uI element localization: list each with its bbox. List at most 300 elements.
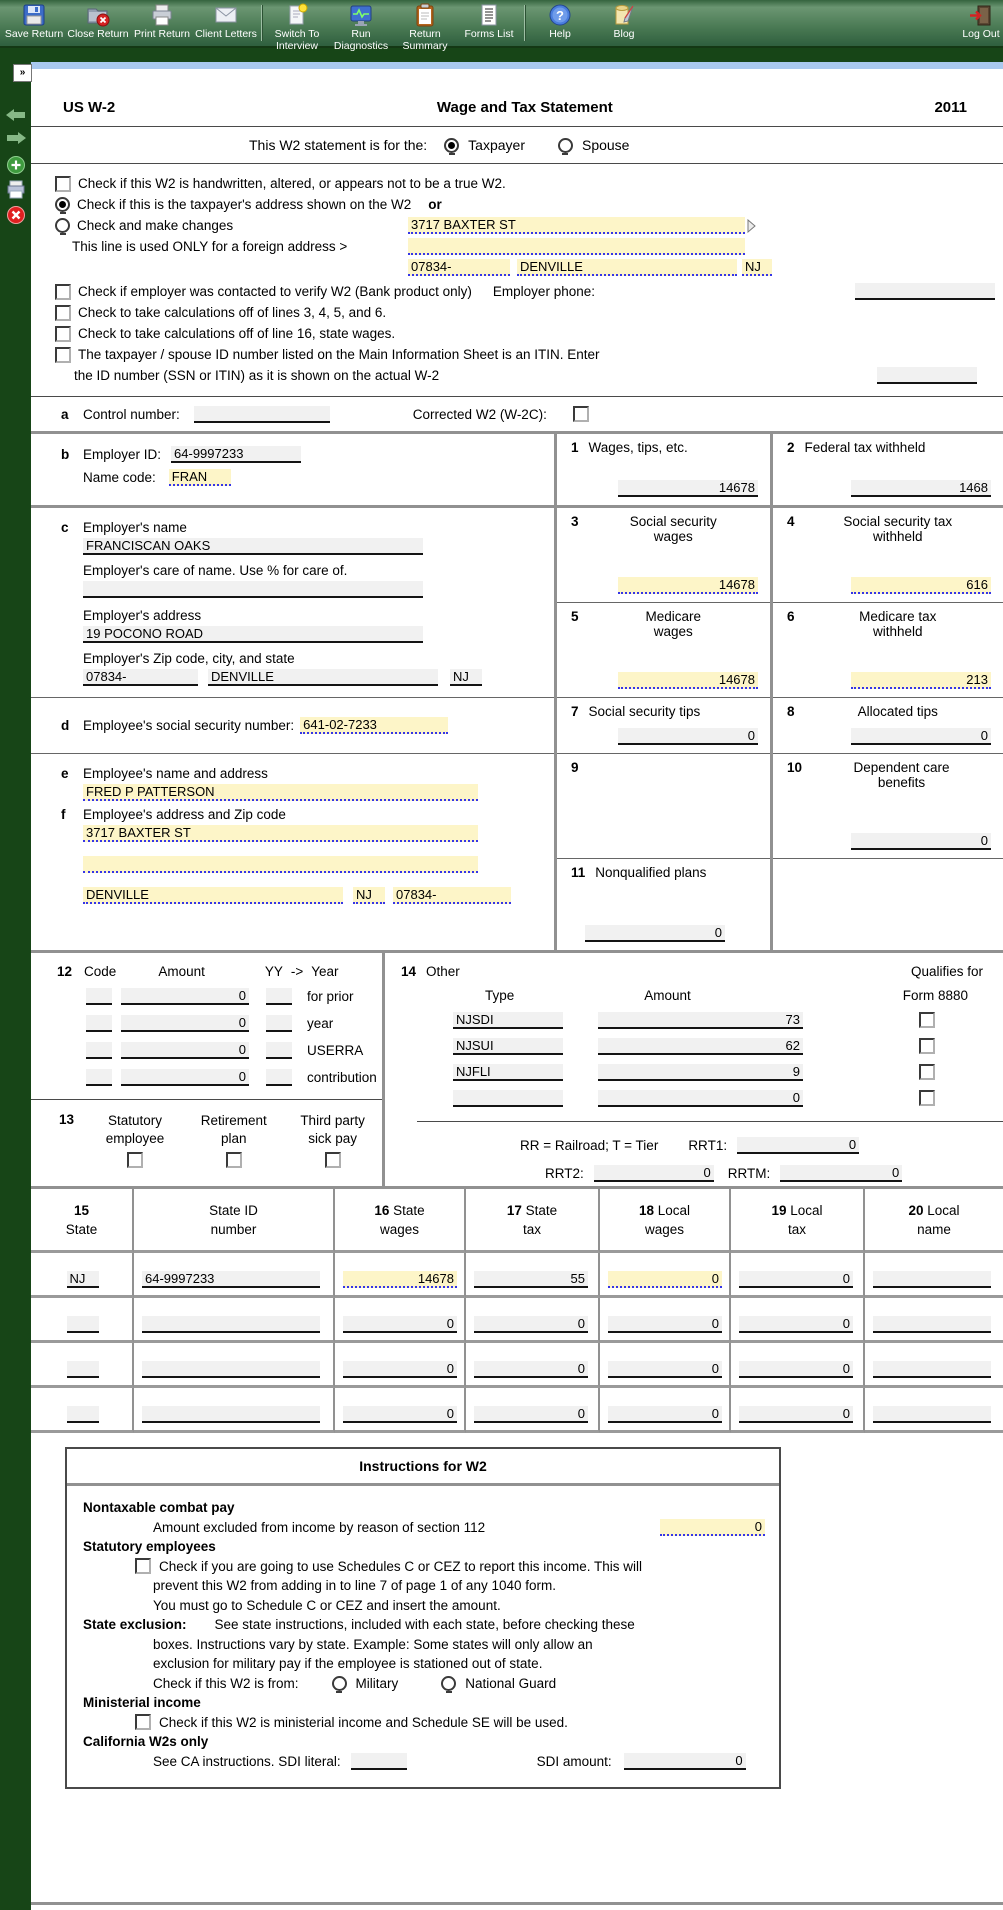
other-type-input-3[interactable]: NJFLI xyxy=(453,1064,563,1081)
box-12-yy-input-4[interactable] xyxy=(266,1069,292,1086)
box-12-number: 12 xyxy=(57,963,73,979)
address-shown-radio[interactable] xyxy=(55,197,70,212)
box-14-row-4 xyxy=(385,1085,1003,1111)
question-icon xyxy=(547,3,573,27)
city-state-zip-row xyxy=(31,257,1003,278)
state-exclusion-line1: See state instructions, included with each state, before checking these xyxy=(214,1617,635,1632)
local-tax-input-3[interactable]: 0 xyxy=(739,1361,853,1378)
sdi-literal-input[interactable] xyxy=(351,1753,407,1770)
control-number-input[interactable] xyxy=(194,406,330,423)
statutory-label-2: employee xyxy=(105,1130,165,1146)
expand-sidebar-button[interactable]: » xyxy=(13,64,32,82)
employee-name-input[interactable]: FRED P PATTERSON xyxy=(83,784,478,801)
employee-city-input[interactable]: DENVILLE xyxy=(83,887,343,904)
statutory-label-1: Statutory xyxy=(107,1113,162,1128)
rrt1-input[interactable]: 0 xyxy=(737,1137,859,1154)
address-shown-row xyxy=(31,194,1003,215)
schedule-c-checkbox[interactable] xyxy=(135,1558,151,1574)
box-f-letter: f xyxy=(61,807,66,822)
box-12-header xyxy=(31,959,382,983)
retirement-label-1: Retirement xyxy=(200,1113,267,1128)
box-c-letter: c xyxy=(61,520,69,535)
calc-off-16-checkbox[interactable] xyxy=(55,326,71,342)
itin-label-line1: The taxpayer / spouse ID number listed on the Main Information Sheet is an ITIN. Enter xyxy=(78,347,600,362)
employer-zip-input[interactable]: 07834- xyxy=(83,669,198,686)
other-type-input-2[interactable]: NJSUI xyxy=(453,1038,563,1055)
employer-name-label: Employer's name xyxy=(83,520,187,535)
box-12-code-input-2[interactable] xyxy=(86,1015,112,1032)
calc-off-3456-checkbox[interactable] xyxy=(55,305,71,321)
other-amount-input-4[interactable]: 0 xyxy=(598,1090,803,1107)
box-14-pane xyxy=(385,953,1003,1186)
calc-off-3456-row xyxy=(31,302,1003,323)
col-16-label-2: wages xyxy=(379,1221,420,1237)
sdi-amount-input[interactable]: 0 xyxy=(624,1753,746,1770)
header-state-tax xyxy=(466,1189,600,1253)
california-heading: California W2s only xyxy=(83,1734,209,1749)
rrt2-input[interactable]: 0 xyxy=(594,1165,714,1182)
col-19-label-2: tax xyxy=(787,1221,806,1237)
box-12-row-4 xyxy=(31,1064,382,1091)
local-name-input-2[interactable] xyxy=(873,1316,991,1333)
blog-label: Blog xyxy=(613,28,635,40)
forms-list-button[interactable] xyxy=(457,0,521,46)
run-diagnostics-button[interactable] xyxy=(329,0,393,53)
form-8880-checkbox-1[interactable] xyxy=(919,1012,935,1028)
print-page-icon[interactable] xyxy=(6,180,26,204)
combat-pay-row xyxy=(67,1518,765,1538)
care-of-input[interactable] xyxy=(83,581,423,598)
box-12-code-input-1[interactable] xyxy=(86,988,112,1005)
itin-id-input[interactable] xyxy=(877,367,977,384)
foreign-address-label: This line is used ONLY for a foreign address > xyxy=(72,239,348,254)
state-exclusion-line2: boxes. Instructions vary by state. Example: Some states will only allow an xyxy=(153,1636,593,1652)
box-12-yy-input-3[interactable] xyxy=(266,1042,292,1059)
local-name-input-3[interactable] xyxy=(873,1361,991,1378)
back-arrow-icon[interactable] xyxy=(6,108,26,127)
employer-city-input[interactable]: DENVILLE xyxy=(208,669,438,686)
form-title: Wage and Tax Statement xyxy=(436,99,613,116)
state-id-input-3[interactable] xyxy=(142,1361,320,1378)
state-tax-input-2[interactable]: 0 xyxy=(474,1316,588,1333)
state-input-3[interactable] xyxy=(67,1361,99,1378)
form-8880-checkbox-4[interactable] xyxy=(919,1090,935,1106)
state-row-2-local-wages xyxy=(600,1298,731,1343)
employee-ssn-label: Employee's social security number: xyxy=(83,718,295,733)
state-wages-input-2[interactable]: 0 xyxy=(343,1316,457,1333)
col-18-label-1: Local xyxy=(657,1202,691,1218)
header-state xyxy=(31,1189,134,1253)
employee-address-input[interactable]: 3717 BAXTER ST xyxy=(83,825,478,842)
help-button[interactable] xyxy=(528,0,592,46)
box-7 xyxy=(557,698,770,754)
save-return-button[interactable] xyxy=(2,0,66,46)
state-row-3-local-wages xyxy=(600,1343,731,1388)
other-type-input-1[interactable]: NJSDI xyxy=(453,1012,563,1029)
box-2-value[interactable]: 1468 xyxy=(851,480,991,497)
california-row xyxy=(67,1752,765,1772)
amount-header: Amount xyxy=(644,987,691,1003)
col-17-label-2: tax xyxy=(522,1221,541,1237)
local-name-input-4[interactable] xyxy=(873,1406,991,1423)
box-5-number: 5 xyxy=(571,609,579,624)
state-row-2-state xyxy=(31,1298,134,1343)
ministerial-row xyxy=(67,1713,765,1733)
third-party-label-1: Third party xyxy=(300,1113,365,1128)
forward-arrow-icon[interactable] xyxy=(6,131,26,150)
col-19-label-1: Local xyxy=(790,1202,823,1218)
state-wages-input-3[interactable]: 0 xyxy=(343,1361,457,1378)
box-6-value[interactable]: 213 xyxy=(851,672,991,689)
local-wages-input-1[interactable]: 0 xyxy=(608,1271,722,1288)
run-diagnostics-label: Run Diagnostics xyxy=(333,28,389,53)
state-row-3-wages xyxy=(335,1343,466,1388)
print-return-button[interactable] xyxy=(130,0,194,46)
make-changes-radio[interactable] xyxy=(55,218,70,233)
box-13-section xyxy=(31,1100,382,1168)
state-wages-input-1[interactable]: 14678 xyxy=(343,1271,457,1288)
close-return-label: Close Return xyxy=(67,28,129,40)
page-top-strip xyxy=(31,62,1003,69)
state-row-4-local-wages xyxy=(600,1388,731,1433)
col-15-label: State xyxy=(65,1221,98,1237)
foreign-address-input[interactable] xyxy=(408,238,745,255)
return-summary-button[interactable] xyxy=(393,0,457,53)
control-number-row xyxy=(31,397,1003,431)
divider xyxy=(417,1121,1003,1122)
corrected-w2-checkbox[interactable] xyxy=(573,406,589,422)
box-1 xyxy=(557,434,770,508)
state-row-3-local-name xyxy=(865,1343,1003,1388)
box-7-label: Social security tips xyxy=(588,704,701,719)
box-8-value[interactable]: 0 xyxy=(851,728,991,745)
box-12-yy-input-2[interactable] xyxy=(266,1015,292,1032)
railroad-note: RR = Railroad; T = Tier xyxy=(520,1137,659,1153)
employee-name-label: Employee's name and address xyxy=(83,766,268,781)
state-row-1-local-wages xyxy=(600,1253,731,1298)
employer-id-input[interactable]: 64-9997233 xyxy=(171,446,301,463)
box-1-label: Wages, tips, etc. xyxy=(588,440,688,455)
box-7-value[interactable]: 0 xyxy=(618,728,758,745)
employee-zip-input[interactable]: 07834- xyxy=(393,887,511,904)
railroad-row-1 xyxy=(385,1130,1003,1160)
name-code-label: Name code: xyxy=(83,470,156,485)
box-a-letter: a xyxy=(61,406,69,422)
rrtm-input[interactable]: 0 xyxy=(780,1165,902,1182)
other-amount-input-3[interactable]: 9 xyxy=(598,1064,803,1081)
form-8880-checkbox-2[interactable] xyxy=(919,1038,935,1054)
box-10 xyxy=(773,754,1003,859)
other-type-input-4[interactable] xyxy=(453,1090,563,1107)
state-exclusion-line3: exclusion for military pay if the employee is stationed out of state. xyxy=(153,1656,543,1671)
type-header: Type xyxy=(485,987,515,1003)
name-code-input[interactable]: FRAN xyxy=(169,469,231,486)
box-11-value[interactable]: 0 xyxy=(585,925,725,942)
statement-for-row xyxy=(31,127,1003,163)
field-flag-icon xyxy=(747,219,757,233)
control-number-label: Control number: xyxy=(83,406,180,422)
col-20-number: 20 xyxy=(908,1202,924,1218)
state-row-1-id xyxy=(134,1253,335,1298)
col-19-number: 19 xyxy=(771,1202,787,1218)
local-wages-input-2[interactable]: 0 xyxy=(608,1316,722,1333)
client-letters-button[interactable] xyxy=(194,0,258,46)
corrected-w2-label: Corrected W2 (W-2C): xyxy=(412,406,547,422)
box-10-label: Dependent care benefits xyxy=(853,760,950,790)
employer-address-label: Employer's address xyxy=(83,608,202,623)
taxpayer-radio[interactable] xyxy=(444,138,459,153)
ministerial-checkbox[interactable] xyxy=(135,1714,151,1730)
box-4-number: 4 xyxy=(787,514,795,529)
state-exclusion-heading: State exclusion: xyxy=(83,1617,187,1632)
employer-contacted-checkbox[interactable] xyxy=(55,284,71,300)
form-8880-checkbox-3[interactable] xyxy=(919,1064,935,1080)
form-year: 2011 xyxy=(934,99,967,116)
document-switch-icon xyxy=(284,3,310,27)
return-summary-label: Return Summary xyxy=(402,28,448,53)
state-local-table xyxy=(31,1189,1003,1433)
box-11 xyxy=(557,859,770,950)
box-12-amount-input-2[interactable]: 0 xyxy=(121,1015,249,1032)
state-wages-input-4[interactable]: 0 xyxy=(343,1406,457,1423)
employee-state-input[interactable]: NJ xyxy=(353,887,385,904)
form-page xyxy=(31,62,1003,1910)
top-options xyxy=(31,164,1003,396)
state-tax-input-1[interactable]: 55 xyxy=(474,1271,588,1288)
log-out-button[interactable] xyxy=(955,0,1003,46)
box-12-code-input-4[interactable] xyxy=(86,1069,112,1086)
local-wages-input-4[interactable]: 0 xyxy=(608,1406,722,1423)
employee-address-label: Employee's address and Zip code xyxy=(83,807,286,822)
header-local-tax xyxy=(731,1189,865,1253)
box-12-row-2 xyxy=(31,1010,382,1037)
state-input-4[interactable] xyxy=(67,1406,99,1423)
box-1-number: 1 xyxy=(571,440,579,455)
box-3 xyxy=(557,508,770,603)
other-amount-input-1[interactable]: 73 xyxy=(598,1012,803,1029)
w2-address-input[interactable]: 3717 BAXTER ST xyxy=(408,217,745,234)
state-row-3-local-tax xyxy=(731,1343,865,1388)
switch-to-interview-button[interactable] xyxy=(265,0,329,53)
box-12-amount-input-1[interactable]: 0 xyxy=(121,988,249,1005)
header-state-id xyxy=(134,1189,335,1253)
box-2-number: 2 xyxy=(787,440,795,455)
form-header xyxy=(31,69,1003,126)
box-ef-section xyxy=(31,754,554,950)
w2-state-input[interactable]: NJ xyxy=(742,259,772,276)
box-12-note-2: year xyxy=(307,1016,334,1031)
state-id-input-4[interactable] xyxy=(142,1406,320,1423)
statutory-employee-checkbox[interactable] xyxy=(127,1152,143,1168)
boxes-odd-column xyxy=(557,434,773,950)
save-return-label: Save Return xyxy=(4,28,64,40)
or-label: or xyxy=(428,197,442,212)
schedule-c-row xyxy=(67,1557,765,1577)
col-id-label-2: number xyxy=(210,1221,257,1237)
log-out-label: Log Out xyxy=(962,28,1000,40)
state-tax-input-4[interactable]: 0 xyxy=(474,1406,588,1423)
toolbar-separator xyxy=(524,5,525,41)
print-return-label: Print Return xyxy=(133,28,191,40)
state-exclusion-row xyxy=(67,1615,765,1635)
sdi-amount-label: SDI amount: xyxy=(536,1753,612,1769)
document-lines-icon xyxy=(476,3,502,27)
employee-address2-input[interactable] xyxy=(83,856,478,873)
itin-checkbox[interactable] xyxy=(55,347,71,363)
local-tax-input-2[interactable]: 0 xyxy=(739,1316,853,1333)
col-17-number: 17 xyxy=(506,1202,522,1218)
employer-name-input[interactable]: FRANCISCAN OAKS xyxy=(83,538,423,555)
w2-from-row xyxy=(67,1674,765,1694)
local-name-input-1[interactable] xyxy=(873,1271,991,1288)
box-12-code-input-3[interactable] xyxy=(86,1042,112,1059)
itin-label-line2: the ID number (SSN or ITIN) as it is shown on the actual W-2 xyxy=(74,368,440,383)
instructions-box xyxy=(65,1447,781,1789)
blog-button[interactable] xyxy=(592,0,656,46)
state-input-1[interactable]: NJ xyxy=(67,1271,99,1288)
state-id-input-1[interactable]: 64-9997233 xyxy=(142,1271,320,1288)
state-row-3-id xyxy=(134,1343,335,1388)
box-14-label: Other xyxy=(426,963,460,979)
third-party-label-2: sick pay xyxy=(308,1130,357,1146)
state-input-2[interactable] xyxy=(67,1316,99,1333)
national-guard-radio[interactable] xyxy=(441,1676,456,1691)
box-3-number: 3 xyxy=(571,514,579,529)
box-12-arrow: -> xyxy=(290,963,304,979)
local-wages-input-3[interactable]: 0 xyxy=(608,1361,722,1378)
state-tax-input-3[interactable]: 0 xyxy=(474,1361,588,1378)
itin-row xyxy=(31,344,1003,365)
national-guard-label: National Guard xyxy=(465,1675,557,1691)
box-3-value[interactable]: 14678 xyxy=(618,577,758,594)
help-label: Help xyxy=(549,28,571,40)
box-12-yy-header: YY xyxy=(264,963,283,979)
box-5-value[interactable]: 14678 xyxy=(618,672,758,689)
box-9-number: 9 xyxy=(571,760,579,775)
box-6-label: Medicare tax withheld xyxy=(859,609,937,639)
care-of-label: Employer's care of name. Use % for care of. xyxy=(83,563,348,578)
employee-ssn-input[interactable]: 641-02-7233 xyxy=(300,717,448,734)
employer-zipcity-label: Employer's Zip code, city, and state xyxy=(83,651,295,666)
box-12-amount-input-3[interactable]: 0 xyxy=(121,1042,249,1059)
add-circle-icon[interactable] xyxy=(6,155,26,180)
door-exit-icon xyxy=(968,3,994,27)
schedule-c-label: Check if you are going to use Schedules C or CEZ to report this income. This will xyxy=(159,1558,642,1574)
box-10-value[interactable]: 0 xyxy=(851,833,991,850)
col-15-number: 15 xyxy=(73,1202,90,1218)
instructions-title: Instructions for W2 xyxy=(67,1449,779,1486)
military-radio[interactable] xyxy=(332,1676,347,1691)
box-8-label: Allocated tips xyxy=(857,704,938,719)
statement-for-label: This W2 statement is for the: xyxy=(249,137,428,153)
col-17-label-1: State xyxy=(525,1202,558,1218)
combat-pay-label: Amount excluded from income by reason of section 112 xyxy=(153,1519,486,1535)
printer-icon xyxy=(149,3,175,27)
w2-zip-input[interactable]: 07834- xyxy=(408,259,510,276)
employer-state-input[interactable]: NJ xyxy=(450,669,482,686)
boxes-even-column xyxy=(773,434,1003,950)
employer-contacted-label: Check if employer was contacted to verify W2 (Bank product only) xyxy=(78,284,472,299)
state-row-1-tax xyxy=(466,1253,600,1298)
box-14-number: 14 xyxy=(401,963,417,979)
box-12-yy-input-1[interactable] xyxy=(266,988,292,1005)
box-4 xyxy=(773,508,1003,603)
toolbar-spacer xyxy=(656,0,955,46)
third-party-column xyxy=(283,1112,382,1168)
combat-pay-input[interactable]: 0 xyxy=(660,1519,765,1536)
spouse-radio[interactable] xyxy=(558,138,573,153)
retirement-plan-checkbox[interactable] xyxy=(226,1152,242,1168)
monitor-pulse-icon xyxy=(348,3,374,27)
rrtm-label: RRTM: xyxy=(727,1165,771,1181)
box-12-note-1: for prior xyxy=(307,989,354,1004)
local-tax-input-1[interactable]: 0 xyxy=(739,1271,853,1288)
state-row-1-state xyxy=(31,1253,134,1298)
header-state-wages xyxy=(335,1189,466,1253)
state-id-input-2[interactable] xyxy=(142,1316,320,1333)
box-14-row-1 xyxy=(385,1007,1003,1033)
box-3-label: Social security wages xyxy=(629,514,717,544)
col-18-number: 18 xyxy=(638,1202,654,1218)
box-c-section xyxy=(31,508,554,698)
other-amount-input-2[interactable]: 62 xyxy=(598,1038,803,1055)
w2-city-input[interactable]: DENVILLE xyxy=(517,259,737,276)
toolbar-separator xyxy=(261,5,262,41)
envelope-icon xyxy=(213,3,239,27)
state-row-4-tax xyxy=(466,1388,600,1433)
close-return-icon xyxy=(85,3,111,27)
box-6-number: 6 xyxy=(787,609,795,624)
employer-address-input[interactable]: 19 POCONO ROAD xyxy=(83,626,423,643)
handwritten-checkbox[interactable] xyxy=(55,176,71,192)
col-18-label-2: wages xyxy=(644,1221,685,1237)
local-tax-input-4[interactable]: 0 xyxy=(739,1406,853,1423)
svg-text:?: ? xyxy=(556,8,564,23)
box-5 xyxy=(557,603,770,698)
instructions-body xyxy=(67,1486,779,1787)
box-blank xyxy=(773,859,1003,950)
rrt1-label: RRT1: xyxy=(688,1137,728,1153)
box-1-value[interactable]: 14678 xyxy=(618,480,758,497)
forms-list-label: Forms List xyxy=(464,28,514,40)
box-12-amount-header: Amount xyxy=(158,963,205,979)
employer-phone-input[interactable] xyxy=(855,283,995,300)
box-b-section xyxy=(31,434,554,508)
statutory-employee-column xyxy=(86,1112,185,1168)
state-row-4-id xyxy=(134,1388,335,1433)
box-5-label: Medicare wages xyxy=(645,609,702,639)
box-13-number: 13 xyxy=(59,1112,75,1127)
box-12-amount-input-4[interactable]: 0 xyxy=(121,1069,249,1086)
save-icon xyxy=(21,3,47,27)
main-boxes-grid xyxy=(31,434,1003,953)
close-circle-icon[interactable] xyxy=(6,205,26,230)
calc-off-16-row xyxy=(31,323,1003,344)
box-9 xyxy=(557,754,770,859)
address-shown-label: Check if this is the taxpayer's address shown on the W2 xyxy=(77,197,412,212)
box-12-note-4: contribution xyxy=(307,1070,377,1085)
box-12-year-header: Year xyxy=(311,963,339,979)
clipboard-icon xyxy=(412,3,438,27)
box-8 xyxy=(773,698,1003,754)
header-local-wages xyxy=(600,1189,731,1253)
form-id: US W-2 xyxy=(63,99,116,116)
box-4-value[interactable]: 616 xyxy=(851,577,991,594)
retirement-label-2: plan xyxy=(221,1130,247,1146)
page-bottom-divider xyxy=(31,1902,1003,1905)
close-return-button[interactable] xyxy=(66,0,130,46)
third-party-sick-pay-checkbox[interactable] xyxy=(325,1152,341,1168)
